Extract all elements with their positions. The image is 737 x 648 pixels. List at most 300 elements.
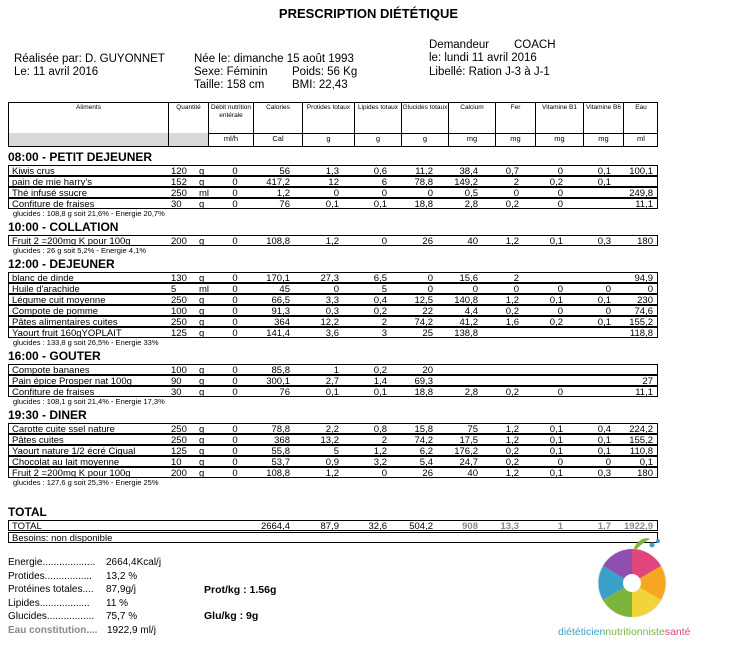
libelle: Libellé: Ration J-3 à J-1 (429, 66, 550, 78)
food-value: 249,8 (629, 188, 653, 199)
food-value: 0,9 (325, 457, 339, 468)
food-name: Fruit 2 =200mg K pour 100g (12, 236, 131, 247)
food-value: 3 (381, 328, 387, 339)
besoins-row (8, 532, 658, 543)
food-value: 0,2 (505, 199, 519, 210)
meal-section-title: 12:00 - DEJEUNER (8, 257, 115, 271)
food-value: 125 (171, 446, 187, 457)
food-value: 0 (605, 306, 611, 317)
food-value: g (199, 424, 205, 435)
column-label: Protides totaux (306, 104, 351, 111)
food-value: 230 (637, 295, 653, 306)
food-value: 0 (381, 188, 387, 199)
food-value: 0 (232, 328, 238, 339)
total-value: 2664,4 (260, 521, 290, 532)
food-value: 0 (232, 435, 238, 446)
food-value: 200 (171, 236, 187, 247)
food-value: 200 (171, 468, 187, 479)
food-value: 364 (274, 317, 290, 328)
food-value: g (199, 468, 205, 479)
food-value: 1 (333, 365, 339, 376)
food-value: 140,8 (454, 295, 478, 306)
food-row (8, 272, 658, 283)
column-label: Aliments (76, 104, 101, 111)
food-value: 176,2 (454, 446, 478, 457)
food-value: 1,2 (276, 188, 290, 199)
food-value: 1,2 (373, 446, 387, 457)
food-value: 15,8 (414, 424, 433, 435)
food-value: 0,1 (549, 435, 563, 446)
food-value: 0 (557, 387, 563, 398)
food-value: 0,1 (639, 457, 653, 468)
food-value: 0 (427, 188, 433, 199)
food-value: 30 (171, 199, 182, 210)
food-value: 26 (422, 236, 433, 247)
food-value: 90 (171, 376, 182, 387)
column-unit: mg (466, 134, 478, 143)
column-unit: ml/h (223, 134, 239, 143)
food-name: Yaourt fruit 160gYOPLAIT (12, 328, 122, 339)
food-value: 0,1 (373, 387, 387, 398)
food-value: 40 (467, 236, 478, 247)
food-value: 0,2 (549, 317, 563, 328)
food-value: 0,1 (597, 446, 611, 457)
food-value: 0 (232, 376, 238, 387)
food-value: 0 (513, 284, 519, 295)
food-value: 1,2 (505, 295, 519, 306)
food-value: 24,7 (459, 457, 478, 468)
summary-label: Protides................. (8, 570, 92, 582)
food-row (8, 283, 658, 294)
food-value: g (199, 199, 205, 210)
food-value: 12,5 (414, 295, 433, 306)
food-name: Compote bananes (12, 365, 90, 376)
food-value: 0 (232, 273, 238, 284)
realisee-par: Réalisée par: D. GUYONNET (14, 53, 165, 65)
column-label: Vitamine B1 (542, 104, 577, 111)
food-value: 12 (328, 177, 339, 188)
summary-line (8, 571, 208, 584)
food-value: 0,1 (373, 199, 387, 210)
food-value: g (199, 387, 205, 398)
column-header (208, 102, 253, 146)
food-value: 0,2 (505, 457, 519, 468)
food-name: Pâtes cuites (12, 435, 64, 446)
food-value: 27 (642, 376, 653, 387)
total-row (8, 520, 658, 531)
food-value: 155,2 (629, 317, 653, 328)
food-value: 1,2 (505, 236, 519, 247)
column-label: Fer (510, 104, 521, 111)
food-row (8, 198, 658, 209)
food-row (8, 467, 658, 478)
food-value: 1,2 (325, 468, 339, 479)
food-value: 0 (232, 365, 238, 376)
summary-value: 11 % (106, 597, 129, 609)
food-value: 0 (232, 284, 238, 295)
column-header (623, 102, 658, 146)
total-value: 504,2 (409, 521, 433, 532)
food-value: 0 (232, 166, 238, 177)
food-value: g (199, 166, 205, 177)
food-value: 250 (171, 317, 187, 328)
food-row (8, 187, 658, 198)
food-value: 27,3 (320, 273, 339, 284)
column-header (535, 102, 583, 146)
food-name: Compote de pomme (12, 306, 99, 317)
food-name: pain de mie harry's (12, 177, 92, 188)
food-value: 120 (171, 166, 187, 177)
food-value: 0,1 (549, 295, 563, 306)
food-value: g (199, 435, 205, 446)
food-value: 18,8 (414, 387, 433, 398)
food-value: 15,6 (459, 273, 478, 284)
food-value: 25 (422, 328, 433, 339)
total-value: 87,9 (320, 521, 339, 532)
besoins-label: Besoins: non disponible (12, 533, 113, 544)
food-value: 0,1 (597, 435, 611, 446)
food-value: 100 (171, 365, 187, 376)
food-value: 91,3 (271, 306, 290, 317)
glu-per-kg: Glu/kg : 9g (204, 610, 259, 622)
summary-line (8, 598, 208, 611)
food-value: 78,8 (414, 177, 433, 188)
summary-value: 2664,4Kcal/j (106, 557, 162, 568)
food-value: 130 (171, 273, 187, 284)
food-row (8, 445, 658, 456)
food-value: 2 (381, 317, 387, 328)
food-value: 1,4 (373, 376, 387, 387)
food-value: 3,6 (325, 328, 339, 339)
summary-value: 13,2 % (106, 570, 138, 582)
meal-glucides-note: glucides : 127,6 g soit 25,3% - Energie 25% (13, 478, 159, 487)
food-value: 0 (427, 273, 433, 284)
column-unit: mg (554, 134, 565, 143)
food-value: 0,1 (597, 317, 611, 328)
column-label: Débit nutrition entérale (210, 104, 252, 119)
total-value: 32,6 (368, 521, 387, 532)
food-value: 250 (171, 188, 187, 199)
food-value: 10 (171, 457, 182, 468)
summary-label: Lipides.................. (8, 597, 90, 609)
food-value: 250 (171, 295, 187, 306)
food-value: 149,2 (454, 177, 478, 188)
food-value: 94,9 (634, 273, 653, 284)
prot-per-kg: Prot/kg : 1.56g (204, 584, 277, 596)
food-value: 74,2 (414, 435, 433, 446)
food-row (8, 364, 658, 375)
food-value: 2,8 (464, 387, 478, 398)
food-value: 45 (279, 284, 290, 295)
summary-label: Glucides................. (8, 611, 95, 623)
food-value: 12,2 (320, 317, 339, 328)
column-unit: ml (637, 134, 645, 143)
food-value: g (199, 306, 205, 317)
food-value: 0 (605, 457, 611, 468)
food-value: 3,2 (373, 457, 387, 468)
food-value: 11,2 (415, 166, 433, 177)
meal-section-title: 08:00 - PETIT DEJEUNER (8, 150, 153, 164)
meal-section-title: 19:30 - DINER (8, 408, 87, 422)
food-value: 0 (557, 457, 563, 468)
food-value: 0 (232, 295, 238, 306)
brand-part3: santé (664, 626, 691, 638)
summary-label: Eau constitution.... (8, 625, 98, 636)
food-value: 224,2 (629, 424, 653, 435)
food-name: Pain épice Prosper nat 100g (12, 376, 132, 387)
food-value: 2,7 (325, 376, 339, 387)
food-value: 100,1 (629, 166, 653, 177)
food-value: 85,8 (271, 365, 290, 376)
food-value: 17,5 (459, 435, 478, 446)
food-value: 155,2 (629, 435, 653, 446)
column-label: Eau (635, 104, 647, 111)
food-row (8, 386, 658, 397)
meal-glucides-note: glucides : 108,8 g soit 21,6% - Energie 20,7% (13, 209, 165, 218)
food-value: g (199, 328, 205, 339)
food-value: 30 (171, 387, 182, 398)
food-value: g (199, 365, 205, 376)
food-value: 0 (232, 188, 238, 199)
food-value: 110,8 (629, 446, 653, 457)
food-value: g (199, 273, 205, 284)
food-name: Yaourt nature 1/2 écré Cigual (12, 446, 136, 457)
food-value: 1,2 (505, 435, 519, 446)
column-unit: g (422, 134, 428, 143)
food-value: 74,6 (634, 306, 653, 317)
food-value: 108,8 (266, 468, 290, 479)
food-value: g (199, 457, 205, 468)
food-row (8, 327, 658, 338)
food-value: 0,1 (597, 166, 611, 177)
food-value: 0,7 (505, 166, 519, 177)
column-label: Calories (266, 104, 290, 111)
column-unit: mg (598, 134, 609, 143)
food-value: 0,4 (373, 295, 387, 306)
meal-glucides-note: glucides : 108,1 g soit 21,4% - Energie 17,3% (13, 397, 165, 406)
food-value: 0 (557, 199, 563, 210)
food-value: 0,3 (325, 306, 339, 317)
food-value: 5,4 (419, 457, 433, 468)
brand-logo-icon (592, 535, 678, 621)
food-value: 53,7 (271, 457, 290, 468)
food-value: 0 (232, 387, 238, 398)
food-value: 0,2 (373, 365, 387, 376)
food-value: g (199, 376, 205, 387)
food-value: 20 (422, 365, 433, 376)
food-value: 138,8 (454, 328, 478, 339)
food-value: 0 (557, 284, 563, 295)
food-value: 6,2 (419, 446, 433, 457)
food-value: 152 (171, 177, 187, 188)
food-value: 26 (422, 468, 433, 479)
food-value: 0 (333, 188, 339, 199)
food-value: 118,8 (629, 328, 653, 339)
food-value: 0,2 (505, 306, 519, 317)
demandeur-value: COACH (514, 39, 556, 51)
food-value: 100 (171, 306, 187, 317)
column-header (401, 102, 448, 146)
summary-value: 75,7 % (106, 611, 138, 623)
food-value: 300,1 (266, 376, 290, 387)
food-value: 0,2 (549, 177, 563, 188)
column-header (448, 102, 495, 146)
food-value: 11,1 (635, 199, 653, 210)
food-name: Confiture de fraises (12, 199, 95, 210)
food-value: 0,3 (597, 468, 611, 479)
food-row (8, 316, 658, 327)
brand-name (558, 626, 691, 638)
total-value: 1,7 (597, 521, 611, 532)
total-label: TOTAL (12, 521, 42, 532)
food-value: 1,6 (505, 317, 519, 328)
food-name: blanc de dinde (12, 273, 74, 284)
summary-line (8, 625, 208, 638)
food-value: 2,2 (325, 424, 339, 435)
column-unit: g (375, 134, 381, 143)
food-value: 0,4 (597, 424, 611, 435)
column-header (8, 102, 168, 146)
food-value: 66,5 (271, 295, 290, 306)
column-header (495, 102, 535, 146)
food-value: 0,1 (597, 295, 611, 306)
food-value: 76 (279, 199, 290, 210)
food-value: 0 (557, 306, 563, 317)
food-value: 250 (171, 435, 187, 446)
food-value: 11,1 (635, 387, 653, 398)
food-value: 0,2 (373, 306, 387, 317)
taille: Taille: 158 cm (194, 79, 265, 91)
food-value: 0,8 (373, 424, 387, 435)
food-value: 0 (381, 468, 387, 479)
food-value: 6 (381, 177, 387, 188)
food-value: 180 (637, 236, 653, 247)
bmi: BMI: 22,43 (292, 79, 348, 91)
summary-line (8, 584, 208, 597)
total-title: TOTAL (8, 505, 47, 519)
food-value: 0,5 (464, 188, 478, 199)
meal-glucides-note: glucides : 26 g soit 5,2% - Energie 4,1% (13, 246, 146, 255)
food-value: g (199, 295, 205, 306)
poids: Poids: 56 Kg (292, 66, 358, 78)
food-value: 0 (232, 446, 238, 457)
food-value: 0 (557, 166, 563, 177)
food-value: 3,3 (325, 295, 339, 306)
food-value: 18,8 (414, 199, 433, 210)
food-value: 76 (279, 387, 290, 398)
food-value: 78,8 (271, 424, 290, 435)
food-value: 180 (637, 468, 653, 479)
food-value: 0 (427, 284, 433, 295)
food-value: 0 (647, 284, 653, 295)
date-naissance: Née le: dimanche 15 août 1993 (194, 53, 354, 65)
food-value: 0,6 (373, 166, 387, 177)
food-value: 5 (333, 446, 339, 457)
food-value: 0,1 (325, 199, 339, 210)
food-value: 5 (381, 284, 387, 295)
column-header (168, 102, 208, 146)
food-value: 125 (171, 328, 187, 339)
food-value: 1,2 (325, 236, 339, 247)
food-value: 0,2 (505, 387, 519, 398)
food-name: Thé infusé ssucre (12, 188, 87, 199)
food-row (8, 434, 658, 445)
food-value: 1,2 (505, 468, 519, 479)
food-value: 2,8 (464, 199, 478, 210)
food-value: 2 (513, 273, 519, 284)
date-demande: le: lundi 11 avril 2016 (429, 52, 537, 64)
table-header (8, 102, 658, 146)
food-value: 69,3 (414, 376, 433, 387)
food-value: g (199, 446, 205, 457)
food-name: Chocolat au lait moyenne (12, 457, 120, 468)
summary-value: 1922,9 ml/j (107, 625, 156, 636)
column-unit: mg (510, 134, 521, 143)
food-name: Pâtes alimentaires cuites (12, 317, 118, 328)
brand-part2: nutritionniste (605, 626, 665, 638)
food-value: 250 (171, 424, 187, 435)
food-value: 40 (467, 468, 478, 479)
food-value: 74,2 (414, 317, 433, 328)
food-value: 0 (232, 306, 238, 317)
summary-label: Protéines totales.... (8, 584, 94, 596)
column-header (583, 102, 623, 146)
food-value: g (199, 236, 205, 247)
food-name: Légume cuit moyenne (12, 295, 106, 306)
meal-section-title: 10:00 - COLLATION (8, 220, 119, 234)
food-value: 0,1 (549, 468, 563, 479)
food-value: 0 (232, 457, 238, 468)
food-value: 0,1 (325, 387, 339, 398)
food-row (8, 165, 658, 176)
column-label: Calcium (460, 104, 484, 111)
food-value: 0 (513, 188, 519, 199)
food-name: Kiwis crus (12, 166, 55, 177)
total-value: 1 (557, 521, 563, 532)
food-value: 0 (557, 188, 563, 199)
column-unit: g (326, 134, 331, 143)
food-value: g (199, 317, 205, 328)
meal-section-title: 16:00 - GOUTER (8, 349, 101, 363)
food-value: 5 (171, 284, 177, 295)
food-value: 108,8 (266, 236, 290, 247)
food-value: 368 (274, 435, 290, 446)
food-value: 0 (333, 284, 339, 295)
food-value: 0 (232, 199, 238, 210)
food-value: 22 (422, 306, 433, 317)
food-name: Carotte cuite ssel nature (12, 424, 115, 435)
food-value: 170,1 (266, 273, 290, 284)
food-value: 0 (381, 236, 387, 247)
date-realisation: Le: 11 avril 2016 (14, 66, 99, 78)
food-row (8, 235, 658, 246)
food-row (8, 176, 658, 187)
food-value: g (199, 177, 205, 188)
column-label: Lipides totaux (357, 104, 399, 111)
page-title: PRESCRIPTION DIÉTÉTIQUE (278, 6, 459, 21)
food-value: 56 (279, 166, 290, 177)
food-value: 0,3 (597, 236, 611, 247)
food-value: 13,2 (320, 435, 339, 446)
sexe: Sexe: Féminin (194, 66, 268, 78)
food-name: Confiture de fraises (12, 387, 95, 398)
column-unit: Cal (272, 134, 284, 143)
food-row (8, 305, 658, 316)
food-value: 0 (232, 424, 238, 435)
total-value: 13,3 (500, 521, 519, 532)
food-value: 1,3 (325, 166, 339, 177)
food-value: 0,2 (505, 446, 519, 457)
